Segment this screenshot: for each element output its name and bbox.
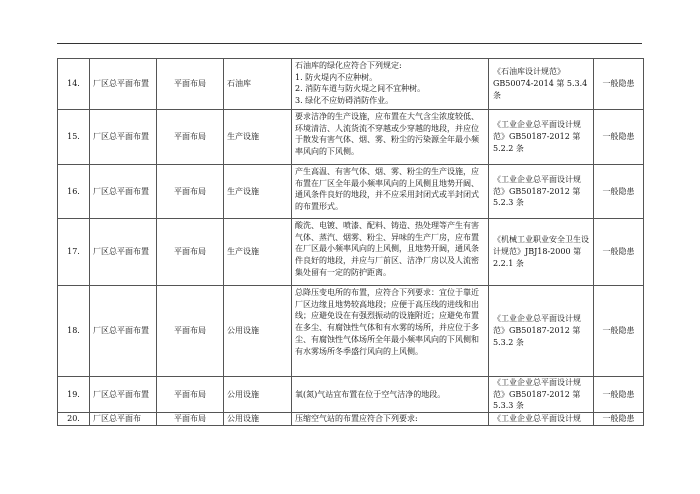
type-cell: 平面布局 xyxy=(157,413,224,426)
area-cell: 厂区总平面布置 xyxy=(90,165,157,219)
hazard-level: 一般隐患 xyxy=(594,413,644,426)
area-cell: 厂区总平面布置 xyxy=(90,286,157,377)
content-line: 3. 绿化不应妨碍消防作业。 xyxy=(295,96,394,106)
table-row xyxy=(58,110,644,165)
reference-cell: 《工业企业总平面设计规范》GB50187-2012 第 5.2.2 条 xyxy=(489,110,594,165)
hazard-level: 一般隐患 xyxy=(594,165,644,219)
row-number: 17. xyxy=(58,219,90,286)
table-row xyxy=(58,59,644,110)
type-cell: 平面布局 xyxy=(157,59,224,110)
area-cell: 厂区总平面布置 xyxy=(90,377,157,413)
reference-cell: 《工业企业总平面设计规 xyxy=(489,413,594,426)
table-row xyxy=(58,165,644,219)
table-row xyxy=(58,219,644,286)
type-cell: 平面布局 xyxy=(157,377,224,413)
row-number: 15. xyxy=(58,110,90,165)
content-cell: 产生高温、有害气体、烟、雾、粉尘的生产设施，应布置在厂区全年最小频率风向的上风侧且地势开阔、通风条件良好的地段，并不应采用封闭式或半封闭式的布置形式。 xyxy=(292,165,489,219)
reference-cell: 《工业企业总平面设计规范》GB50187-2012 第 5.3.3 条 xyxy=(489,377,594,413)
item-cell: 石油库 xyxy=(224,59,292,110)
content-cell: 压缩空气站的布置应符合下列要求: xyxy=(292,413,489,426)
hazard-table xyxy=(57,58,644,426)
type-cell: 平面布局 xyxy=(157,286,224,377)
type-cell: 平面布局 xyxy=(157,110,224,165)
area-cell: 厂区总平面布置 xyxy=(90,59,157,110)
item-cell: 公用设施 xyxy=(224,377,292,413)
hazard-level: 一般隐患 xyxy=(594,59,644,110)
table-row xyxy=(58,286,644,377)
row-number: 19. xyxy=(58,377,90,413)
header-rule xyxy=(57,43,642,44)
table-row xyxy=(58,377,644,413)
hazard-level: 一般隐患 xyxy=(594,377,644,413)
content-line: 石油库的绿化应符合下列规定: xyxy=(295,61,402,70)
content-cell: 要求洁净的生产设施，应布置在大气含尘浓度较低、环境清洁、人流货流不穿越或少穿越的地段，并应位于散发有害气体、烟、雾、粉尘的污染源全年最小频率风向的下风侧。 xyxy=(292,110,489,165)
row-number: 14. xyxy=(58,59,90,110)
item-cell: 生产设施 xyxy=(224,165,292,219)
reference-cell: 《工业企业总平面设计规范》GB50187-2012 第 5.3.2 条 xyxy=(489,286,594,377)
type-cell: 平面布局 xyxy=(157,219,224,286)
area-cell: 厂区总平面布 xyxy=(90,413,157,426)
type-cell: 平面布局 xyxy=(157,165,224,219)
content-cell: 酸洗、电镀、喷漆、配料、铸造、热处理等产生有害气体、蒸汽、烟雾、粉尘、异味的生产厂房，应布置在厂区最小频率风向的上风侧，且地势开阔，通风条件良好的地段，并应与厂前区、洁净厂房以及人流密集处留有一定的防护距离。 xyxy=(292,219,489,286)
hazard-level: 一般隐患 xyxy=(594,219,644,286)
reference-cell: 《石油库设计规范》GB50074-2014 第 5.3.4 条 xyxy=(489,59,594,110)
row-number: 20. xyxy=(58,413,90,426)
area-cell: 厂区总平面布置 xyxy=(90,110,157,165)
item-cell: 公用设施 xyxy=(224,413,292,426)
table-row xyxy=(58,413,644,426)
area-cell: 厂区总平面布置 xyxy=(90,219,157,286)
hazard-level: 一般隐患 xyxy=(594,110,644,165)
item-cell: 公用设施 xyxy=(224,286,292,377)
item-cell: 生产设施 xyxy=(224,219,292,286)
row-number: 16. xyxy=(58,165,90,219)
hazard-level: 一般隐患 xyxy=(594,286,644,377)
content-cell: 总降压变电所的布置，应符合下列要求：宜位于靠近厂区边缘且地势较高地段；应便于高压线的进线和出线；应避免设在有强烈振动的设施附近；应避免布置在多尘、有腐蚀性气体和有水雾的场所，并应位于多尘、有腐蚀性气体场所全年最小频率风向的下风侧和有水雾场所冬季盛行风向的上风侧。 xyxy=(292,286,489,377)
reference-cell: 《机械工业职业安全卫生设计规范》JBJ18-2000 第 2.2.1 条 xyxy=(489,219,594,286)
content-line: 2. 消防车道与防火堤之间不宜种树。 xyxy=(295,84,426,94)
row-number: 18. xyxy=(58,286,90,377)
content-cell: 氧(氮)气站宜布置在位于空气洁净的地段。 xyxy=(292,377,489,413)
reference-cell: 《工业企业总平面设计规范》GB50187-2012 第 5.2.3 条 xyxy=(489,165,594,219)
item-cell: 生产设施 xyxy=(224,110,292,165)
content-cell xyxy=(292,59,489,110)
content-line: 1. 防火堤内不应种树。 xyxy=(295,72,378,82)
